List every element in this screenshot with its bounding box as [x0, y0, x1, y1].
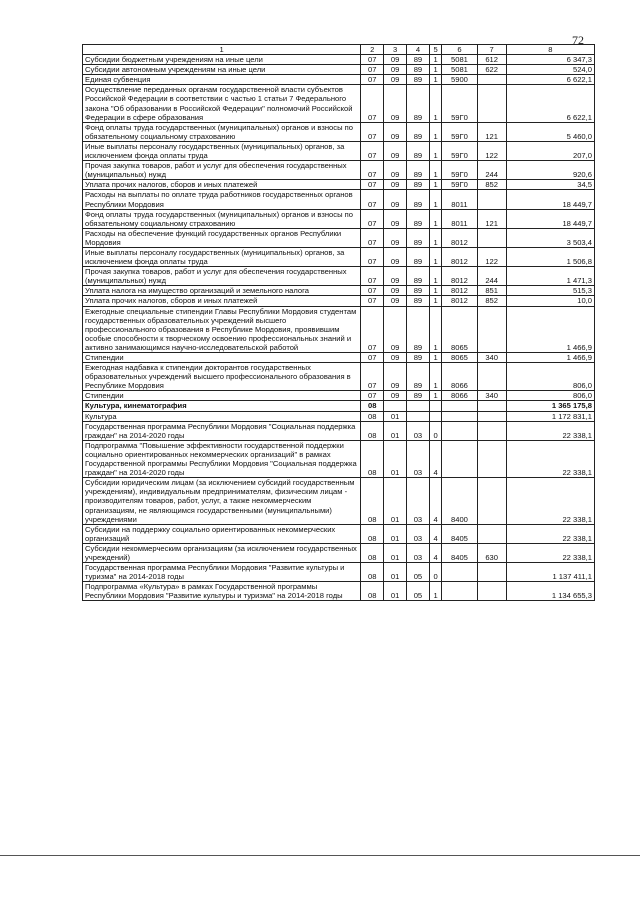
subsection-code-cell: 09 [384, 391, 407, 401]
expense-type-code-cell [477, 75, 506, 85]
expense-type-code-cell: 122 [477, 141, 506, 160]
section-code-cell: 08 [361, 411, 384, 421]
subprogram-code-cell: 1 [429, 180, 441, 190]
program-code-cell: 89 [407, 55, 430, 65]
item-name-cell: Подпрограмма «Культура» в рамках Государственной программы Республики Мордовия "Развитие культуры и туризма" на 2014-2018 годы [83, 582, 361, 601]
subsection-code-cell: 01 [384, 524, 407, 543]
amount-cell: 22 338,1 [506, 421, 594, 440]
header-cell: 4 [407, 45, 430, 55]
program-code-cell: 05 [407, 563, 430, 582]
table-body [83, 55, 595, 601]
amount-cell: 18 449,7 [506, 209, 594, 228]
subprogram-code-cell: 1 [429, 582, 441, 601]
subsection-code-cell: 09 [384, 286, 407, 296]
header-cell: 3 [384, 45, 407, 55]
item-name-cell: Государственная программа Республики Мордовия "Развитие культуры и туризма" на 2014-2018 годы [83, 563, 361, 582]
table-row [83, 75, 595, 85]
program-code-cell: 89 [407, 85, 430, 122]
program-code-cell: 03 [407, 543, 430, 562]
expense-type-code-cell [477, 228, 506, 247]
expense-type-code-cell: 851 [477, 286, 506, 296]
item-name-cell: Прочая закупка товаров, работ и услуг для обеспечения государственных (муниципальных) нужд [83, 267, 361, 286]
direction-code-cell: 8011 [442, 190, 477, 209]
subprogram-code-cell: 1 [429, 363, 441, 391]
expense-type-code-cell: 852 [477, 180, 506, 190]
table-row [83, 363, 595, 391]
amount-cell: 806,0 [506, 363, 594, 391]
direction-code-cell: 59Г0 [442, 122, 477, 141]
header-cell: 8 [506, 45, 594, 55]
program-code-cell: 03 [407, 421, 430, 440]
table-row [83, 296, 595, 306]
direction-code-cell: 8405 [442, 524, 477, 543]
amount-cell: 1 506,8 [506, 247, 594, 266]
amount-cell: 1 134 655,3 [506, 582, 594, 601]
program-code-cell: 89 [407, 391, 430, 401]
item-name-cell: Иные выплаты персоналу государственных (муниципальных) органов, за исключением фонда оплаты труда [83, 141, 361, 160]
subprogram-code-cell: 1 [429, 286, 441, 296]
program-code-cell [407, 401, 430, 411]
item-name-cell: Культура, кинематография [83, 401, 361, 411]
subprogram-code-cell: 1 [429, 190, 441, 209]
amount-cell: 3 503,4 [506, 228, 594, 247]
subprogram-code-cell: 4 [429, 478, 441, 524]
expense-type-code-cell: 244 [477, 267, 506, 286]
table-row [83, 141, 595, 160]
section-code-cell: 07 [361, 190, 384, 209]
subsection-code-cell: 01 [384, 478, 407, 524]
item-name-cell: Единая субвенция [83, 75, 361, 85]
direction-code-cell [442, 582, 477, 601]
expense-type-code-cell: 340 [477, 391, 506, 401]
program-code-cell: 89 [407, 161, 430, 180]
amount-cell: 6 622,1 [506, 75, 594, 85]
direction-code-cell: 59Г0 [442, 85, 477, 122]
program-code-cell: 89 [407, 209, 430, 228]
section-code-cell: 07 [361, 247, 384, 266]
subprogram-code-cell: 1 [429, 122, 441, 141]
program-code-cell: 89 [407, 296, 430, 306]
item-name-cell: Фонд оплаты труда государственных (муниципальных) органов и взносы по обязательному социальному страхованию [83, 209, 361, 228]
direction-code-cell: 8065 [442, 306, 477, 352]
amount-cell: 6 347,3 [506, 55, 594, 65]
page-number: 72 [572, 33, 584, 47]
program-code-cell: 89 [407, 353, 430, 363]
direction-code-cell [442, 401, 477, 411]
section-code-cell: 08 [361, 524, 384, 543]
section-code-cell: 07 [361, 363, 384, 391]
direction-code-cell: 5081 [442, 65, 477, 75]
item-name-cell: Государственная программа Республики Мордовия "Социальная поддержка граждан" на 2014-2020 годы [83, 421, 361, 440]
item-name-cell: Субсидии бюджетным учреждениям на иные цели [83, 55, 361, 65]
table-row [83, 306, 595, 352]
amount-cell: 524,0 [506, 65, 594, 75]
table-row [83, 85, 595, 122]
item-name-cell: Ежегодная надбавка к стипендии докторантов государственных образовательных учреждений высшего профессионального образования в Республике Мордовия [83, 363, 361, 391]
direction-code-cell: 8012 [442, 296, 477, 306]
amount-cell: 806,0 [506, 391, 594, 401]
subsection-code-cell [384, 401, 407, 411]
direction-code-cell: 8066 [442, 363, 477, 391]
subprogram-code-cell: 1 [429, 247, 441, 266]
program-code-cell: 89 [407, 363, 430, 391]
section-code-cell: 07 [361, 141, 384, 160]
subsection-code-cell: 01 [384, 421, 407, 440]
subprogram-code-cell: 1 [429, 75, 441, 85]
program-code-cell: 89 [407, 122, 430, 141]
amount-cell: 22 338,1 [506, 478, 594, 524]
subsection-code-cell: 09 [384, 209, 407, 228]
program-code-cell: 89 [407, 141, 430, 160]
table-row [83, 391, 595, 401]
expense-type-code-cell [477, 363, 506, 391]
amount-cell: 1 137 411,1 [506, 563, 594, 582]
subprogram-code-cell: 1 [429, 267, 441, 286]
expense-type-code-cell [477, 524, 506, 543]
table-row [83, 563, 595, 582]
program-code-cell: 89 [407, 180, 430, 190]
expense-type-code-cell: 121 [477, 209, 506, 228]
subsection-code-cell: 01 [384, 411, 407, 421]
table-row [83, 161, 595, 180]
subprogram-code-cell: 0 [429, 421, 441, 440]
program-code-cell: 03 [407, 478, 430, 524]
expense-type-code-cell: 244 [477, 161, 506, 180]
header-cell: 5 [429, 45, 441, 55]
section-code-cell: 07 [361, 391, 384, 401]
amount-cell: 1 172 831,1 [506, 411, 594, 421]
program-code-cell: 05 [407, 582, 430, 601]
table-row [83, 247, 595, 266]
subsection-code-cell: 09 [384, 55, 407, 65]
subsection-code-cell: 09 [384, 161, 407, 180]
subprogram-code-cell [429, 411, 441, 421]
subsection-code-cell: 09 [384, 228, 407, 247]
section-code-cell: 07 [361, 161, 384, 180]
subprogram-code-cell [429, 401, 441, 411]
budget-table [82, 44, 595, 601]
amount-cell: 1 466,9 [506, 353, 594, 363]
subprogram-code-cell: 4 [429, 543, 441, 562]
header-cell: 7 [477, 45, 506, 55]
expense-type-code-cell [477, 582, 506, 601]
subsection-code-cell: 09 [384, 85, 407, 122]
direction-code-cell [442, 411, 477, 421]
table-row [83, 209, 595, 228]
section-code-cell: 07 [361, 286, 384, 296]
program-code-cell: 89 [407, 228, 430, 247]
expense-type-code-cell: 622 [477, 65, 506, 75]
expense-type-code-cell: 122 [477, 247, 506, 266]
section-code-cell: 07 [361, 65, 384, 75]
table-row [83, 411, 595, 421]
item-name-cell: Культура [83, 411, 361, 421]
table-row [83, 190, 595, 209]
table-row [83, 524, 595, 543]
section-code-cell: 07 [361, 353, 384, 363]
direction-code-cell: 8012 [442, 286, 477, 296]
table-row [83, 543, 595, 562]
section-code-cell: 07 [361, 306, 384, 352]
table-row [83, 180, 595, 190]
amount-cell: 5 460,0 [506, 122, 594, 141]
item-name-cell: Расходы на выплаты по оплате труда работников государственных органов Республики Мордовия [83, 190, 361, 209]
item-name-cell: Уплата налога на имущество организаций и земельного налога [83, 286, 361, 296]
program-code-cell: 03 [407, 524, 430, 543]
section-code-cell: 08 [361, 563, 384, 582]
table-row [83, 286, 595, 296]
subprogram-code-cell: 1 [429, 141, 441, 160]
direction-code-cell: 59Г0 [442, 161, 477, 180]
expense-type-code-cell [477, 421, 506, 440]
expense-type-code-cell: 121 [477, 122, 506, 141]
table-row [83, 353, 595, 363]
expense-type-code-cell [477, 85, 506, 122]
program-code-cell: 89 [407, 267, 430, 286]
section-code-cell: 07 [361, 85, 384, 122]
expense-type-code-cell: 612 [477, 55, 506, 65]
amount-cell: 207,0 [506, 141, 594, 160]
subsection-code-cell: 09 [384, 75, 407, 85]
section-code-cell: 07 [361, 122, 384, 141]
subprogram-code-cell: 1 [429, 228, 441, 247]
section-code-cell: 07 [361, 267, 384, 286]
direction-code-cell: 8400 [442, 478, 477, 524]
direction-code-cell: 59Г0 [442, 141, 477, 160]
item-name-cell: Уплата прочих налогов, сборов и иных платежей [83, 180, 361, 190]
header-cell: 2 [361, 45, 384, 55]
table-row [83, 421, 595, 440]
section-code-cell: 08 [361, 582, 384, 601]
direction-code-cell: 8012 [442, 228, 477, 247]
amount-cell: 34,5 [506, 180, 594, 190]
subprogram-code-cell: 1 [429, 55, 441, 65]
item-name-cell: Субсидии некоммерческим организациям (за исключением государственных учреждений) [83, 543, 361, 562]
program-code-cell: 89 [407, 306, 430, 352]
subsection-code-cell: 01 [384, 563, 407, 582]
program-code-cell [407, 411, 430, 421]
subprogram-code-cell: 4 [429, 524, 441, 543]
subsection-code-cell: 09 [384, 306, 407, 352]
subprogram-code-cell: 1 [429, 391, 441, 401]
header-row [83, 45, 595, 55]
amount-cell: 1 471,3 [506, 267, 594, 286]
direction-code-cell: 8011 [442, 209, 477, 228]
amount-cell: 6 622,1 [506, 85, 594, 122]
subsection-code-cell: 09 [384, 353, 407, 363]
section-code-cell: 07 [361, 75, 384, 85]
program-code-cell: 89 [407, 190, 430, 209]
section-code-cell: 08 [361, 440, 384, 477]
amount-cell: 18 449,7 [506, 190, 594, 209]
section-code-cell: 07 [361, 209, 384, 228]
section-code-cell: 08 [361, 543, 384, 562]
subprogram-code-cell: 1 [429, 353, 441, 363]
expense-type-code-cell: 852 [477, 296, 506, 306]
item-name-cell: Ежегодные специальные стипендии Главы Республики Мордовия студентам государственных образовательных учреждений высшего профессионального образования в Республике Мордовия, проявившим особые способности к творческому освоению профессиональных знаний и активно занимающимся научно-исследовательской работой [83, 306, 361, 352]
program-code-cell: 03 [407, 440, 430, 477]
amount-cell: 22 338,1 [506, 543, 594, 562]
table-row [83, 122, 595, 141]
subprogram-code-cell: 1 [429, 85, 441, 122]
subsection-code-cell: 09 [384, 296, 407, 306]
expense-type-code-cell [477, 478, 506, 524]
subsection-code-cell: 09 [384, 141, 407, 160]
section-code-cell: 08 [361, 478, 384, 524]
subsection-code-cell: 09 [384, 122, 407, 141]
subsection-code-cell: 01 [384, 543, 407, 562]
direction-code-cell: 59Г0 [442, 180, 477, 190]
amount-cell: 1 466,9 [506, 306, 594, 352]
item-name-cell: Стипендии [83, 391, 361, 401]
subsection-code-cell: 01 [384, 582, 407, 601]
direction-code-cell: 5900 [442, 75, 477, 85]
table-row [83, 55, 595, 65]
subprogram-code-cell: 4 [429, 440, 441, 477]
table-row [83, 65, 595, 75]
direction-code-cell: 8066 [442, 391, 477, 401]
section-code-cell: 07 [361, 296, 384, 306]
expense-type-code-cell [477, 411, 506, 421]
subprogram-code-cell: 0 [429, 563, 441, 582]
subprogram-code-cell: 1 [429, 65, 441, 75]
item-name-cell: Иные выплаты персоналу государственных (муниципальных) органов, за исключением фонда оплаты труда [83, 247, 361, 266]
program-code-cell: 89 [407, 286, 430, 296]
subprogram-code-cell: 1 [429, 296, 441, 306]
expense-type-code-cell [477, 440, 506, 477]
direction-code-cell [442, 421, 477, 440]
expense-type-code-cell [477, 401, 506, 411]
direction-code-cell: 8065 [442, 353, 477, 363]
amount-cell: 10,0 [506, 296, 594, 306]
expense-type-code-cell [477, 306, 506, 352]
amount-cell: 22 338,1 [506, 524, 594, 543]
item-name-cell: Стипендии [83, 353, 361, 363]
subsection-code-cell: 09 [384, 267, 407, 286]
expense-type-code-cell [477, 190, 506, 209]
amount-cell: 1 365 175,8 [506, 401, 594, 411]
amount-cell: 515,3 [506, 286, 594, 296]
amount-cell: 22 338,1 [506, 440, 594, 477]
subsection-code-cell: 09 [384, 180, 407, 190]
item-name-cell: Подпрограмма "Повышение эффективности государственной поддержки социально ориентированных некоммерческих организаций" в рамках Государственной программы Республики Мордовия "Социальная поддержка граждан" на 2014-2020 годы [83, 440, 361, 477]
subsection-code-cell: 09 [384, 65, 407, 75]
subsection-code-cell: 09 [384, 363, 407, 391]
program-code-cell: 89 [407, 75, 430, 85]
header-cell: 6 [442, 45, 477, 55]
direction-code-cell [442, 563, 477, 582]
table-row [83, 478, 595, 524]
section-code-cell: 07 [361, 55, 384, 65]
scan-edge-line [0, 855, 640, 856]
subsection-code-cell: 09 [384, 190, 407, 209]
program-code-cell: 89 [407, 247, 430, 266]
subsection-code-cell: 09 [384, 247, 407, 266]
amount-cell: 920,6 [506, 161, 594, 180]
section-code-cell: 07 [361, 180, 384, 190]
item-name-cell: Субсидии на поддержку социально ориентированных некоммерческих организаций [83, 524, 361, 543]
subprogram-code-cell: 1 [429, 161, 441, 180]
expense-type-code-cell: 340 [477, 353, 506, 363]
section-code-cell: 08 [361, 401, 384, 411]
item-name-cell: Прочая закупка товаров, работ и услуг для обеспечения государственных (муниципальных) нужд [83, 161, 361, 180]
expense-type-code-cell [477, 563, 506, 582]
program-code-cell: 89 [407, 65, 430, 75]
section-code-cell: 07 [361, 228, 384, 247]
item-name-cell: Фонд оплаты труда государственных (муниципальных) органов и взносы по обязательному социальному страхованию [83, 122, 361, 141]
direction-code-cell [442, 440, 477, 477]
table-row [83, 440, 595, 477]
subprogram-code-cell: 1 [429, 306, 441, 352]
direction-code-cell: 8012 [442, 247, 477, 266]
direction-code-cell: 8405 [442, 543, 477, 562]
subsection-code-cell: 01 [384, 440, 407, 477]
table-row [83, 582, 595, 601]
item-name-cell: Расходы на обеспечение функций государственных органов Республики Мордовия [83, 228, 361, 247]
table-row [83, 228, 595, 247]
header-cell: 1 [83, 45, 361, 55]
expense-type-code-cell: 630 [477, 543, 506, 562]
item-name-cell: Уплата прочих налогов, сборов и иных платежей [83, 296, 361, 306]
table-row [83, 401, 595, 411]
item-name-cell: Субсидии юридическим лицам (за исключением субсидий государственным учреждениям), индивидуальным предпринимателям, физическим лицам - производителям товаров, работ, услуг, а также некоммерческим организациям, не являющимся государственными (муниципальными) учреждениями [83, 478, 361, 524]
direction-code-cell: 5081 [442, 55, 477, 65]
item-name-cell: Осуществление переданных органам государственной власти субъектов Российской Федерации в соответствии с частью 1 статьи 7 Федерального закона "Об образовании в Российской Федерации" полномочий Российской Федерации в сфере образования [83, 85, 361, 122]
subprogram-code-cell: 1 [429, 209, 441, 228]
section-code-cell: 08 [361, 421, 384, 440]
direction-code-cell: 8012 [442, 267, 477, 286]
table-row [83, 267, 595, 286]
item-name-cell: Субсидии автономным учреждениям на иные цели [83, 65, 361, 75]
